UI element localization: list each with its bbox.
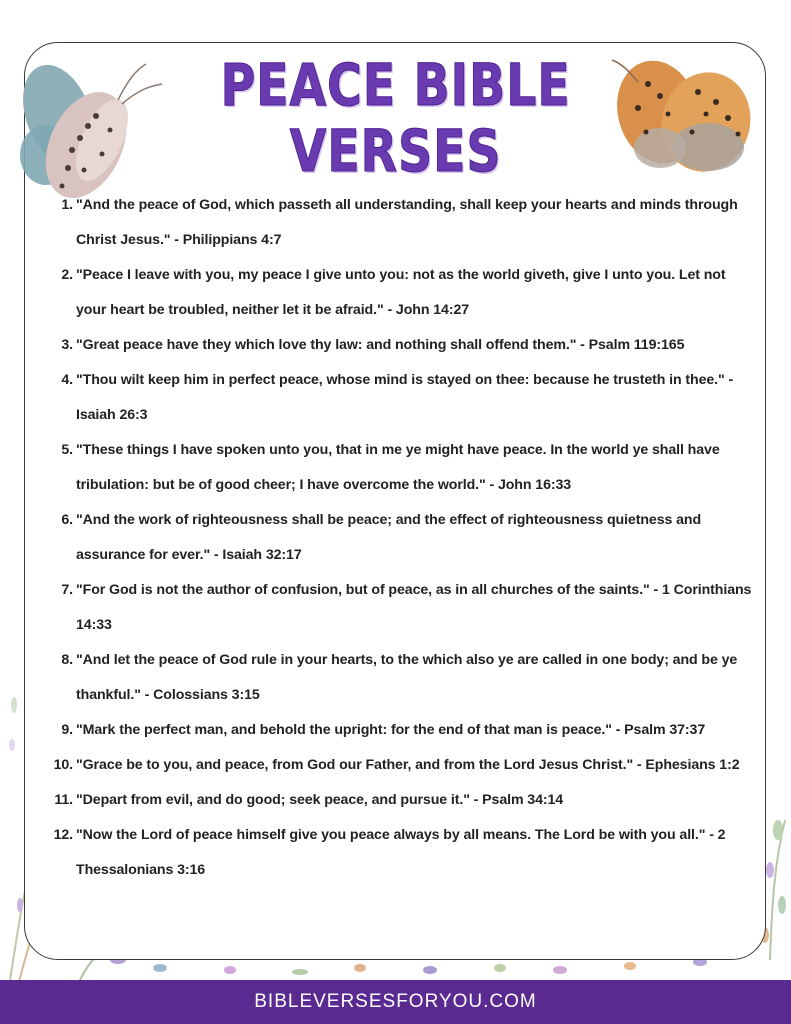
footer-banner — [0, 980, 791, 1024]
verse-number: 2. — [61, 267, 73, 283]
verse-item-6 — [48, 503, 753, 573]
verse-text: "For God is not the author of confusion, but of peace, as in all churches of the saints." - 1 Corinthians 14:33 — [76, 582, 752, 633]
verse-text: "Mark the perfect man, and behold the upright: for the end of that man is peace." - Psalm 37:37 — [76, 722, 706, 738]
verse-number: 8. — [61, 652, 73, 668]
verse-item-12 — [48, 818, 753, 888]
verse-number: 9. — [61, 722, 73, 738]
website-link[interactable]: BIBLEVERSESFORYOU.COM — [254, 991, 537, 1012]
verse-number: 12. — [53, 827, 73, 843]
verse-text: "And the work of righteousness shall be peace; and the effect of righteousness quietness and assurance for ever." - Isaiah 32:17 — [76, 512, 702, 563]
verse-text: "These things I have spoken unto you, that in me ye might have peace. In the world ye shall have tribulation: but be of good cheer; I have overcome the world." - John 16:33 — [76, 442, 720, 493]
verse-number: 11. — [54, 792, 73, 808]
verse-item-10 — [48, 748, 753, 783]
verse-text: "Thou wilt keep him in perfect peace, whose mind is stayed on thee: because he trusteth in thee." - Isaiah 26:3 — [76, 372, 734, 423]
verse-number: 5. — [61, 442, 73, 458]
page-title-line-2: VERSES — [289, 117, 502, 185]
verse-item-2 — [48, 258, 753, 328]
verse-number: 7. — [61, 582, 73, 598]
verse-text: "And the peace of God, which passeth all understanding, shall keep your hearts and minds through Christ Jesus." - Philippians 4:7 — [76, 197, 738, 248]
verse-item-7 — [48, 573, 753, 643]
verse-text: "And let the peace of God rule in your hearts, to the which also ye are called in one body; and be ye thankful." - Colossians 3:15 — [76, 652, 738, 703]
verse-text: "Depart from evil, and do good; seek peace, and pursue it." - Psalm 34:14 — [76, 792, 564, 808]
verse-item-4 — [48, 363, 753, 433]
verse-number: 4. — [61, 372, 73, 388]
verse-item-8 — [48, 643, 753, 713]
verse-list — [48, 188, 753, 888]
page-title-line-1: PEACE BIBLE — [220, 51, 571, 119]
verse-text: "Now the Lord of peace himself give you peace always by all means. The Lord be with you all." - 2 Thessalonians 3:16 — [76, 827, 726, 878]
verse-item-1 — [48, 188, 753, 258]
verse-item-3 — [48, 328, 753, 363]
verse-item-11 — [48, 783, 753, 818]
verse-number: 1. — [61, 197, 73, 213]
verse-number: 10. — [53, 757, 73, 773]
verse-item-5 — [48, 433, 753, 503]
verse-item-9 — [48, 713, 753, 748]
verse-number: 3. — [61, 337, 73, 353]
verse-text: "Peace I leave with you, my peace I give unto you: not as the world giveth, give I unto you. Let not your heart be troubled, neither let it be afraid." - John 14:27 — [76, 267, 726, 318]
verse-text: "Great peace have they which love thy law: and nothing shall offend them." - Psalm 119:165 — [76, 337, 685, 353]
verse-number: 6. — [61, 512, 73, 528]
verse-text: "Grace be to you, and peace, from God our Father, and from the Lord Jesus Christ." - Ephesians 1:2 — [76, 757, 740, 773]
